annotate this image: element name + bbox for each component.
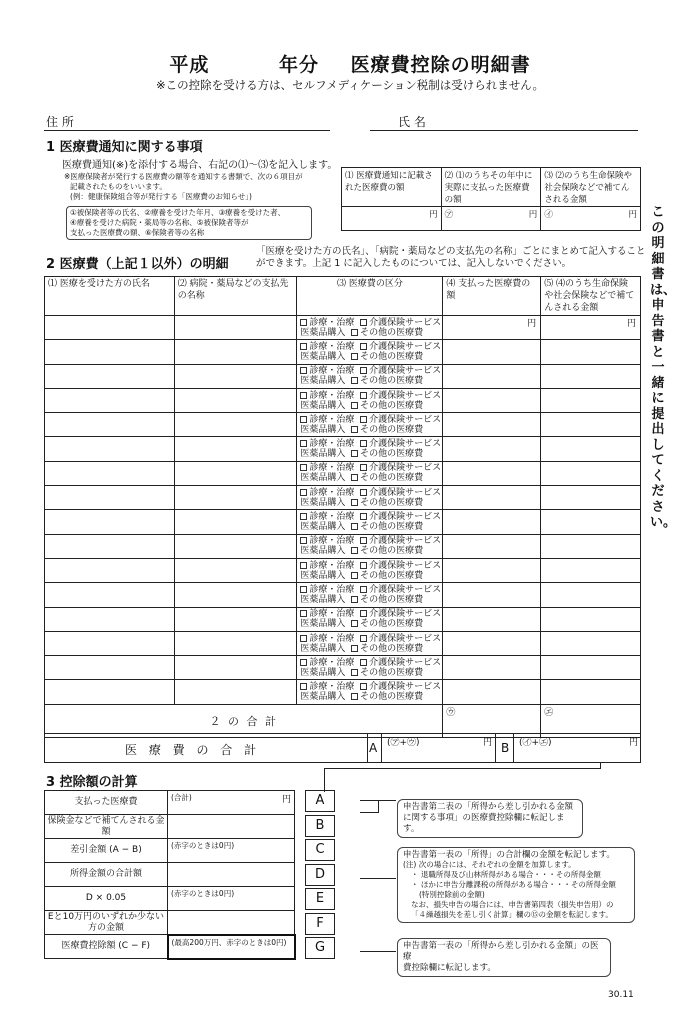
paid-amount-cell[interactable] bbox=[443, 534, 541, 558]
sec2-total-paid[interactable]: ㋒ bbox=[443, 704, 541, 737]
grand-total-label: 医 療 費 の 合 計 bbox=[125, 743, 261, 757]
expense-row bbox=[45, 534, 641, 558]
checkbox[interactable] bbox=[360, 343, 367, 350]
notice-col2: ⑴のうちその年中に実際に支払った医療費の額 bbox=[444, 171, 533, 205]
notice-amount3[interactable]: ㋑ 円 bbox=[541, 207, 641, 231]
checkbox[interactable] bbox=[351, 426, 358, 433]
form-version: 30.11 bbox=[608, 990, 634, 1000]
checkbox[interactable] bbox=[351, 547, 358, 554]
reimbursed-amount-cell[interactable] bbox=[541, 558, 641, 582]
paid-amount-cell[interactable] bbox=[443, 607, 541, 631]
expense-row bbox=[45, 461, 641, 485]
checkbox[interactable] bbox=[360, 440, 367, 447]
checkbox[interactable] bbox=[351, 523, 358, 530]
paid-amount-cell[interactable] bbox=[443, 680, 541, 704]
deduction-label: 所得金額の合計額 bbox=[45, 863, 168, 887]
row-letter: F bbox=[305, 913, 335, 935]
paid-amount-cell[interactable] bbox=[443, 388, 541, 412]
reimbursed-amount-cell[interactable] bbox=[541, 534, 641, 558]
address-label: 住 所 bbox=[46, 115, 74, 129]
reimbursed-amount-cell[interactable] bbox=[541, 461, 641, 485]
deduction-value[interactable]: (赤字のときは0円) bbox=[168, 839, 295, 863]
checkbox[interactable] bbox=[360, 537, 367, 544]
deduction-value[interactable]: (赤字のときは0円) bbox=[168, 887, 295, 911]
checkbox[interactable] bbox=[351, 402, 358, 409]
expense-row bbox=[45, 486, 641, 510]
category-cell: 診療・治療 介護保険サービス 医薬品購入 その他の医療費 bbox=[297, 340, 443, 364]
reimbursed-amount-cell[interactable] bbox=[541, 583, 641, 607]
paid-amount-cell[interactable] bbox=[443, 486, 541, 510]
checkbox[interactable] bbox=[360, 367, 367, 374]
notice-amount1[interactable]: 円 bbox=[342, 207, 442, 231]
deduction-label: 医療費控除額 (C − F) bbox=[45, 935, 168, 959]
reimbursed-amount-cell[interactable] bbox=[541, 388, 641, 412]
patient-name-cell[interactable] bbox=[45, 680, 175, 704]
category-cell: 診療・治療 介護保険サービス 医薬品購入 その他の医療費 bbox=[297, 461, 443, 485]
category-cell: 診療・治療 介護保険サービス 医薬品購入 その他の医療費 bbox=[297, 486, 443, 510]
paid-amount-cell[interactable] bbox=[443, 364, 541, 388]
section3-heading: 3 控除額の計算 bbox=[46, 775, 138, 790]
reimbursed-amount-cell[interactable] bbox=[541, 631, 641, 655]
checkbox[interactable] bbox=[300, 416, 307, 423]
patient-name-cell[interactable] bbox=[45, 388, 175, 412]
payee-name-cell[interactable] bbox=[174, 583, 297, 607]
paid-amount-cell[interactable] bbox=[443, 558, 541, 582]
category-cell: 診療・治療 介護保険サービス 医薬品購入 その他の医療費 bbox=[297, 607, 443, 631]
checkbox[interactable] bbox=[300, 343, 307, 350]
category-cell: 診療・治療 介護保険サービス 医薬品購入 その他の医療費 bbox=[297, 437, 443, 461]
col-paid: ⑷ 支払った医療費の額 bbox=[443, 277, 541, 316]
payee-name-cell[interactable] bbox=[174, 558, 297, 582]
deduction-value[interactable]: (最高200万円、赤字のときは0円) bbox=[168, 935, 295, 959]
checkbox[interactable] bbox=[300, 586, 307, 593]
payee-name-cell[interactable] bbox=[174, 437, 297, 461]
paid-amount-cell[interactable]: 円 bbox=[443, 316, 541, 340]
row-letter: C bbox=[305, 839, 335, 861]
deduction-row bbox=[45, 863, 295, 887]
checkbox[interactable] bbox=[360, 562, 367, 569]
deduction-value[interactable] bbox=[168, 815, 295, 839]
title-text: 医療費控除の明細書 bbox=[350, 54, 531, 76]
deduction-label: 保険金などで補てんされる金額 bbox=[45, 815, 168, 839]
patient-name-cell[interactable] bbox=[45, 486, 175, 510]
row-letter: E bbox=[305, 888, 335, 910]
reimbursed-amount-cell[interactable] bbox=[541, 680, 641, 704]
expense-row bbox=[45, 413, 641, 437]
payee-name-cell[interactable] bbox=[174, 486, 297, 510]
col-reimbursed: ⑸ ⑷のうち生命保険や社会保険などで補てんされる金額 bbox=[541, 277, 641, 316]
deduction-row bbox=[45, 887, 295, 911]
checkbox[interactable] bbox=[351, 596, 358, 603]
checkbox[interactable] bbox=[351, 693, 358, 700]
payee-name-cell[interactable] bbox=[174, 461, 297, 485]
note-d: 申告書第一表の「所得」の合計欄の金額を転記します。 (注) 次の場合には、それぞれの金額を加算します。 ・ 退職所得及び山林所得がある場合・・・その所得金額 ・ ほかに申告分離課税の所得がある場合・・・その所得金額 (特別控除前の金額) なお、損失申告の場合には、申告書第四表（損失申告用）の 「４繰越損失を差し引く計算」欄の⑮の金額を転記します。 bbox=[397, 847, 635, 923]
category-cell: 診療・治療 介護保険サービス 医薬品購入 その他の医療費 bbox=[297, 583, 443, 607]
grand-a-letter: A bbox=[369, 741, 378, 755]
paid-amount-cell[interactable] bbox=[443, 340, 541, 364]
checkbox[interactable] bbox=[351, 450, 358, 457]
reimbursed-amount-cell[interactable] bbox=[541, 437, 641, 461]
row-letter: B bbox=[305, 815, 335, 837]
notice-col3: ⑵のうち生命保険や社会保険などで補てんされる金額 bbox=[544, 171, 633, 205]
grand-b-formula: (㋑+㋓) bbox=[519, 738, 552, 748]
reimbursed-amount-cell[interactable]: 円 bbox=[541, 316, 641, 340]
checkbox[interactable] bbox=[351, 474, 358, 481]
section2-heading: 2 医療費（上記１以外）の明細 bbox=[46, 257, 229, 272]
expense-row bbox=[45, 607, 641, 631]
category-cell: 診療・治療 介護保険サービス 医薬品購入 その他の医療費 bbox=[297, 413, 443, 437]
checkbox[interactable] bbox=[360, 489, 367, 496]
paid-amount-cell[interactable] bbox=[443, 631, 541, 655]
deduction-label: Eと10万円のいずれか少ない方の金額 bbox=[45, 911, 168, 935]
checkbox[interactable] bbox=[360, 683, 367, 690]
paid-amount-cell[interactable] bbox=[443, 413, 541, 437]
row-letter: A bbox=[305, 790, 335, 812]
era: 平成 bbox=[169, 54, 210, 76]
grand-b-letter: B bbox=[501, 741, 510, 755]
deduction-row bbox=[45, 791, 295, 815]
checkbox[interactable] bbox=[300, 635, 307, 642]
checkbox[interactable] bbox=[360, 513, 367, 520]
patient-name-cell[interactable] bbox=[45, 510, 175, 534]
checkbox[interactable] bbox=[351, 572, 358, 579]
expense-row bbox=[45, 364, 641, 388]
subtitle: ※この控除を受ける方は、セルフメディケーション税制は受けられません。 bbox=[156, 78, 544, 92]
deduction-label: 差引金額 (A − B) bbox=[45, 839, 168, 863]
deduction-value[interactable] bbox=[168, 911, 295, 935]
payee-name-cell[interactable] bbox=[174, 316, 297, 340]
payee-name-cell[interactable] bbox=[174, 413, 297, 437]
deduction-row bbox=[45, 815, 295, 839]
patient-name-cell[interactable] bbox=[45, 607, 175, 631]
col-category: ⑶ 医療費の区分 bbox=[297, 277, 443, 316]
category-cell: 診療・治療 介護保険サービス 医薬品購入 その他の医療費 bbox=[297, 558, 443, 582]
form-title bbox=[0, 50, 700, 77]
deduction-table bbox=[44, 790, 296, 960]
checkbox[interactable] bbox=[351, 645, 358, 652]
paid-amount-cell[interactable] bbox=[443, 461, 541, 485]
grand-a-formula: (㋐+㋒) bbox=[387, 738, 420, 748]
reimbursed-amount-cell[interactable] bbox=[541, 656, 641, 680]
patient-name-cell[interactable] bbox=[45, 583, 175, 607]
category-cell: 診療・治療 介護保険サービス 医薬品購入 その他の医療費 bbox=[297, 388, 443, 412]
checkbox[interactable] bbox=[300, 562, 307, 569]
patient-name-cell[interactable] bbox=[45, 631, 175, 655]
checkbox[interactable] bbox=[300, 319, 307, 326]
checkbox[interactable] bbox=[360, 586, 367, 593]
deduction-row bbox=[45, 839, 295, 863]
checkbox[interactable] bbox=[300, 513, 307, 520]
patient-name-cell[interactable] bbox=[45, 461, 175, 485]
expense-row bbox=[45, 558, 641, 582]
expense-row bbox=[45, 437, 641, 461]
expense-row bbox=[45, 388, 641, 412]
category-cell: 診療・治療 介護保険サービス 医薬品購入 その他の医療費 bbox=[297, 680, 443, 704]
expense-row bbox=[45, 510, 641, 534]
checkbox[interactable] bbox=[300, 464, 307, 471]
payee-name-cell[interactable] bbox=[174, 510, 297, 534]
reimbursed-amount-cell[interactable] bbox=[541, 607, 641, 631]
checkbox[interactable] bbox=[300, 537, 307, 544]
deduction-value[interactable]: (合計) 円 bbox=[168, 791, 295, 815]
checkbox[interactable] bbox=[300, 489, 307, 496]
patient-name-cell[interactable] bbox=[45, 656, 175, 680]
checkbox[interactable] bbox=[351, 620, 358, 627]
checkbox[interactable] bbox=[300, 659, 307, 666]
expense-row bbox=[45, 583, 641, 607]
expense-row bbox=[45, 680, 641, 704]
checkbox[interactable] bbox=[360, 392, 367, 399]
notice-amount2[interactable]: ㋐ 円 bbox=[441, 207, 541, 231]
category-cell: 診療・治療 介護保険サービス 医薬品購入 その他の医療費 bbox=[297, 316, 443, 340]
expense-row bbox=[45, 656, 641, 680]
patient-name-cell[interactable] bbox=[45, 340, 175, 364]
category-cell: 診療・治療 介護保険サービス 医薬品購入 その他の医療費 bbox=[297, 656, 443, 680]
checkbox[interactable] bbox=[300, 392, 307, 399]
payee-name-cell[interactable] bbox=[174, 534, 297, 558]
checkbox[interactable] bbox=[351, 329, 358, 336]
patient-name-cell[interactable] bbox=[45, 413, 175, 437]
side-instruction: この明細書は、申告書と一緒に提出してください。 bbox=[650, 205, 677, 530]
patient-name-cell[interactable] bbox=[45, 364, 175, 388]
reimbursed-amount-cell[interactable] bbox=[541, 510, 641, 534]
col-patient: ⑴ 医療を受けた方の氏名 bbox=[45, 277, 175, 316]
checkbox[interactable] bbox=[360, 416, 367, 423]
paid-amount-cell[interactable] bbox=[443, 583, 541, 607]
deduction-row bbox=[45, 911, 295, 935]
grand-total-box: 医 療 費 の 合 計 A (㋐+㋒) 円 B (㋑+㋓) 円 bbox=[44, 733, 641, 763]
payee-name-cell[interactable] bbox=[174, 656, 297, 680]
section2-note: 「医療を受けた方の氏名」、「病院・薬局などの支払先の名称」ごとにまとめて記入することができます。上記 1 に記入したものについては、記入しないでください。 bbox=[256, 246, 646, 269]
deduction-row bbox=[45, 935, 295, 959]
checkbox[interactable] bbox=[351, 377, 358, 384]
patient-name-cell[interactable] bbox=[45, 437, 175, 461]
checkbox[interactable] bbox=[300, 367, 307, 374]
deduction-label: D × 0.05 bbox=[45, 887, 168, 911]
notice-table: ⑴ 医療費通知に記載された医療費の額 ⑵ ⑴のうちその年中に実際に支払った医療費の額 ⑶ ⑵のうち生命保険や社会保険などで補てんされる金額 円 ㋐ 円 ㋑ 円 bbox=[341, 167, 641, 231]
paid-amount-cell[interactable] bbox=[443, 510, 541, 534]
reimbursed-amount-cell[interactable] bbox=[541, 413, 641, 437]
row-letter: D bbox=[305, 864, 335, 886]
note-g: 申告書第一表の「所得から差し引かれる金額」の医療 費控除欄に転記します。 bbox=[397, 938, 611, 977]
reimbursed-amount-cell[interactable] bbox=[541, 340, 641, 364]
checkbox[interactable] bbox=[351, 669, 358, 676]
section1-instruction: 医療費通知(※)を添付する場合、右記の⑴〜⑶を記入します。 bbox=[62, 160, 338, 171]
expense-row bbox=[45, 316, 641, 340]
checkbox[interactable] bbox=[360, 464, 367, 471]
category-cell: 診療・治療 介護保険サービス 医薬品購入 その他の医療費 bbox=[297, 534, 443, 558]
payee-name-cell[interactable] bbox=[174, 631, 297, 655]
payee-name-cell[interactable] bbox=[174, 607, 297, 631]
expense-row bbox=[45, 340, 641, 364]
checkbox[interactable] bbox=[300, 683, 307, 690]
checkbox[interactable] bbox=[300, 610, 307, 617]
sec2-total-label: ２ の 合 計 bbox=[45, 704, 443, 737]
checkbox[interactable] bbox=[360, 610, 367, 617]
payee-name-cell[interactable] bbox=[174, 340, 297, 364]
col-payee: ⑵ 病院・薬局などの支払先の名称 bbox=[174, 277, 297, 316]
checkbox[interactable] bbox=[360, 319, 367, 326]
sec2-total-reimbursed[interactable]: ㋓ bbox=[541, 704, 641, 737]
category-cell: 診療・治療 介護保険サービス 医薬品購入 その他の医療費 bbox=[297, 364, 443, 388]
checkbox[interactable] bbox=[351, 353, 358, 360]
note-a: 申告書第二表の「所得から差し引かれる金額 に関する事項」の医療費控除欄に転記します。 bbox=[397, 799, 583, 838]
patient-name-cell[interactable] bbox=[45, 316, 175, 340]
reimbursed-amount-cell[interactable] bbox=[541, 486, 641, 510]
name-label: 氏 名 bbox=[398, 115, 426, 129]
payee-name-cell[interactable] bbox=[174, 680, 297, 704]
expense-row bbox=[45, 631, 641, 655]
deduction-label: 支払った医療費 bbox=[45, 791, 168, 815]
year-label: 年分 bbox=[278, 54, 319, 76]
patient-name-cell[interactable] bbox=[45, 558, 175, 582]
paid-amount-cell[interactable] bbox=[443, 437, 541, 461]
payee-name-cell[interactable] bbox=[174, 364, 297, 388]
deduction-value[interactable] bbox=[168, 863, 295, 887]
section1-heading: 1 医療費通知に関する事項 bbox=[46, 140, 203, 155]
category-cell: 診療・治療 介護保険サービス 医薬品購入 その他の医療費 bbox=[297, 631, 443, 655]
checkbox[interactable] bbox=[351, 499, 358, 506]
section1-notes: ※医療保険者が発行する医療費の額等を通知する書類で、次の６項目が 記載されたものをいいます。 (例：健康保険組合等が発行する「医療費のお知らせ」) bbox=[64, 172, 303, 201]
reimbursed-amount-cell[interactable] bbox=[541, 364, 641, 388]
checkbox[interactable] bbox=[300, 440, 307, 447]
expense-table bbox=[44, 276, 641, 738]
checkbox[interactable] bbox=[360, 635, 367, 642]
category-cell: 診療・治療 介護保険サービス 医薬品購入 その他の医療費 bbox=[297, 510, 443, 534]
payee-name-cell[interactable] bbox=[174, 388, 297, 412]
patient-name-cell[interactable] bbox=[45, 534, 175, 558]
section1-items: ①被保険者等の氏名、②療養を受けた年月、③療養を受けた者、 ④療養を受けた病院・薬局等の名称、⑤被保険者等が 支払った医療費の額、⑥保険者等の名称 bbox=[66, 206, 312, 240]
notice-col1: 医療費通知に記載された医療費の額 bbox=[345, 171, 433, 193]
row-letter: G bbox=[305, 937, 335, 959]
checkbox[interactable] bbox=[360, 659, 367, 666]
paid-amount-cell[interactable] bbox=[443, 656, 541, 680]
